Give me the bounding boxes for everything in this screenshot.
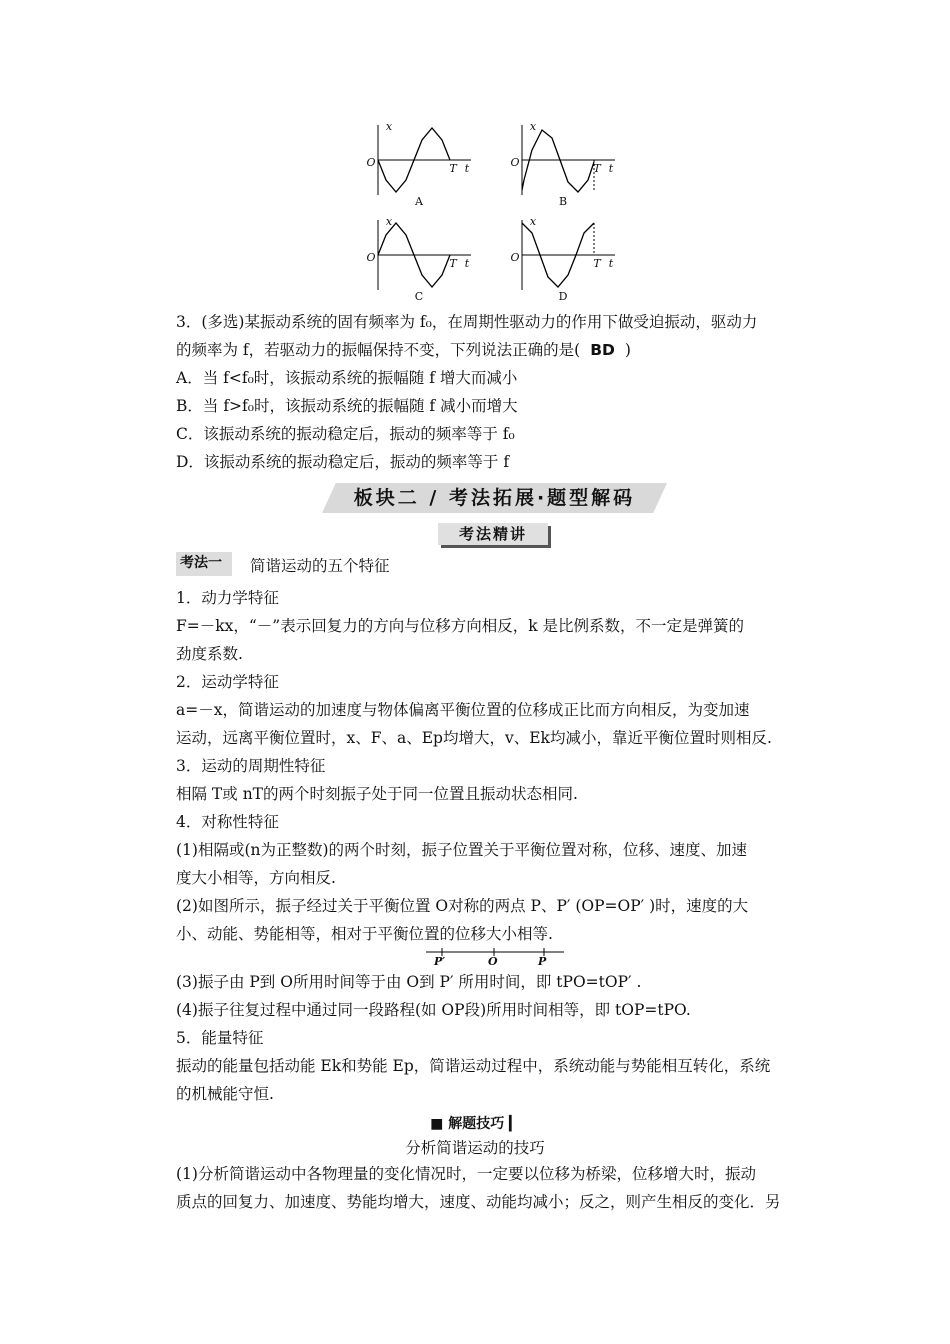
tips-p2: 质点的回复力、加速度、势能均增大，速度、动能均减小；反之，则产生相反的变化．另 <box>176 1193 781 1211</box>
tips-p1: (1)分析简谐运动中各物理量的变化情况时，一定要以位移为桥梁，位移增大时，振动 <box>176 1165 756 1183</box>
sub-banner: 考法精讲 <box>438 523 548 545</box>
diagram-p: P <box>538 955 547 968</box>
tips-heading: ■ 解题技巧 ▎ <box>430 1116 520 1132</box>
graph-c-origin: O <box>366 251 376 264</box>
s4-p2b: 小、动能、势能相等，相对于平衡位置的位移大小相等. <box>176 925 553 943</box>
q3-line2-pre: 的频率为 f，若驱动力的振幅保持不变，下列说法正确的是( <box>176 341 581 359</box>
s1-p1: F=－kx，“－”表示回复力的方向与位移方向相反，k 是比例系数，不一定是弹簧的 <box>176 617 745 635</box>
section-banner-text: 板块二 ∕ 考法拓展·题型解码 <box>353 487 636 509</box>
diagram-p-prime: P′ <box>434 955 446 968</box>
graph-c <box>366 215 476 305</box>
q3-line1: 3．(多选)某振动系统的固有频率为 f₀，在周期性驱动力的作用下做受迫振动，驱动力 <box>176 313 758 331</box>
graph-d-taxis: t <box>608 257 614 270</box>
graph-b-xlabel: x <box>529 120 537 133</box>
graph-d <box>510 215 620 305</box>
s1-p2: 劲度系数. <box>176 645 243 663</box>
s2-p1: a=－x，简谐运动的加速度与物体偏离平衡位置的位移成正比而方向相反，为变加速 <box>176 701 750 719</box>
graph-b-taxis: t <box>608 162 614 175</box>
graph-c-xlabel: x <box>385 215 393 228</box>
graph-d-origin: O <box>510 251 520 264</box>
s1-head: 1．动力学特征 <box>176 589 279 607</box>
graph-a-tmark: T <box>449 162 457 175</box>
section-banner <box>322 483 667 513</box>
s4-p2a: (2)如图所示，振子经过关于平衡位置 O对称的两点 P、P′ (OP=OP′ )时，速度的大 <box>176 897 749 915</box>
graph-b-label: B <box>558 195 568 208</box>
graph-a-label: A <box>415 195 423 208</box>
s4-p1a: (1)相隔或(n为正整数)的两个时刻，振子位置关于平衡位置对称，位移、速度、加速 <box>176 841 748 859</box>
q3-option-b: B．当 f>f₀时，该振动系统的振幅随 f 减小而增大 <box>176 397 518 415</box>
s3-p1: 相隔 T或 nT的两个时刻振子处于同一位置且振动状态相同. <box>176 785 578 803</box>
graph-d-label: D <box>558 290 568 303</box>
tips-title: 分析简谐运动的技巧 <box>405 1139 545 1157</box>
graph-d-xlabel: x <box>529 215 537 228</box>
graph-b-tmark: T <box>593 162 601 175</box>
graph-c-taxis: t <box>464 257 470 270</box>
s5-p1: 振动的能量包括动能 Ek和势能 Ep，简谐运动过程中，系统动能与势能相互转化，系统 <box>176 1057 771 1075</box>
q3-line2 <box>176 340 631 360</box>
s4-p4: (4)振子往复过程中通过同一段路程(如 OP段)所用时间相等，即 tOP=tPO. <box>176 1001 691 1019</box>
graph-a-origin: O <box>366 156 376 169</box>
method-title: 简谐运动的五个特征 <box>250 557 390 575</box>
graph-b <box>510 120 620 210</box>
s3-head: 3．运动的周期性特征 <box>176 757 326 775</box>
s4-p3: (3)振子由 P到 O所用时间等于由 O到 P′ 所用时间，即 tPO=tOP′ . <box>176 973 642 991</box>
method-tag: 考法一 <box>176 552 232 576</box>
graph-d-tmark: T <box>593 257 601 270</box>
s4-head: 4．对称性特征 <box>176 813 279 831</box>
graph-a-taxis: t <box>464 162 470 175</box>
graph-a <box>366 120 476 210</box>
q3-option-d: D．该振动系统的振动稳定后，振动的频率等于 f <box>176 453 510 471</box>
q3-line2-post: ) <box>624 341 631 359</box>
s2-p2: 运动，远离平衡位置时，x、F、a、Ep均增大，v、Ek均减小，靠近平衡位置时则相反. <box>176 729 772 747</box>
s5-p2: 的机械能守恒. <box>176 1085 274 1103</box>
q3-option-a: A．当 f<f₀时，该振动系统的振幅随 f 增大而减小 <box>176 369 518 387</box>
diagram-o: O <box>488 955 498 968</box>
position-diagram <box>426 946 566 970</box>
s5-head: 5．能量特征 <box>176 1029 264 1047</box>
q3-answer: BD <box>590 341 615 359</box>
graph-c-label: C <box>414 290 424 303</box>
graph-a-xlabel: x <box>385 120 393 133</box>
graph-b-origin: O <box>510 156 520 169</box>
q3-option-c: C．该振动系统的振动稳定后，振动的频率等于 f₀ <box>176 425 515 443</box>
s2-head: 2．运动学特征 <box>176 673 279 691</box>
s4-p1b: 度大小相等，方向相反. <box>176 869 336 887</box>
graph-c-tmark: T <box>449 257 457 270</box>
